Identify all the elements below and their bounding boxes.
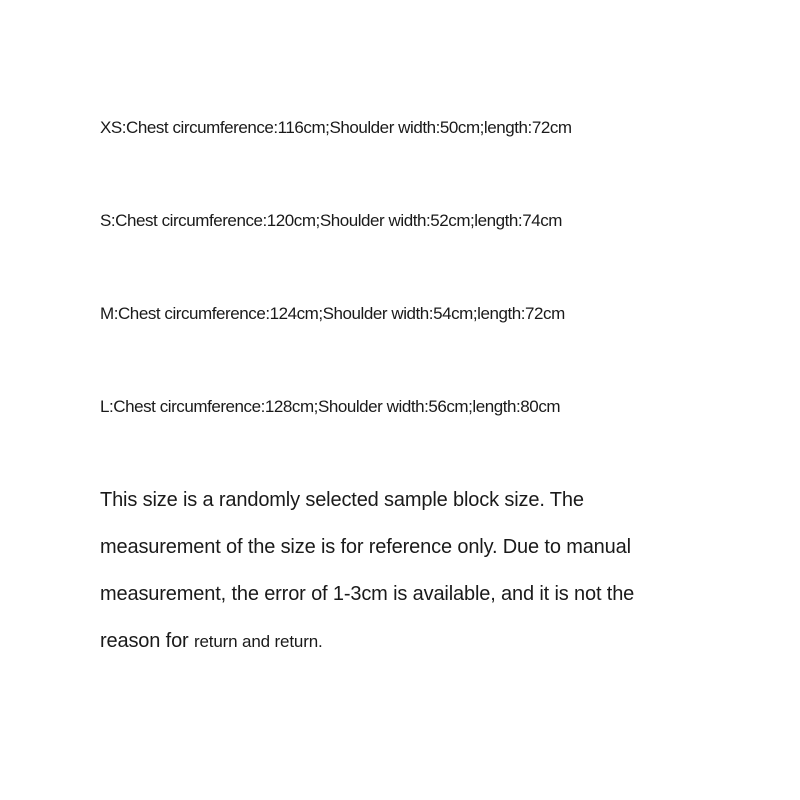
disclaimer-line-4: [100, 629, 323, 654]
disclaimer-line-1: This size is a randomly selected sample block size. The: [100, 489, 584, 511]
size-xs-line: XS:Chest circumference:116cm;Shoulder width:50cm;length:72cm: [100, 118, 572, 137]
size-l-line: L:Chest circumference:128cm;Shoulder width:56cm;length:80cm: [100, 397, 561, 416]
disclaimer-line-2: measurement of the size is for reference only. Due to manual: [100, 536, 631, 558]
disclaimer-line-4-start: reason for: [100, 630, 194, 652]
size-m-line: M:Chest circumference:124cm;Shoulder width:54cm;length:72cm: [100, 304, 565, 323]
disclaimer-line-4-end: return and return.: [193, 632, 323, 651]
size-s-line: S:Chest circumference:120cm;Shoulder width:52cm;length:74cm: [100, 211, 562, 230]
disclaimer-line-3: measurement, the error of 1-3cm is available, and it is not the: [100, 583, 635, 605]
